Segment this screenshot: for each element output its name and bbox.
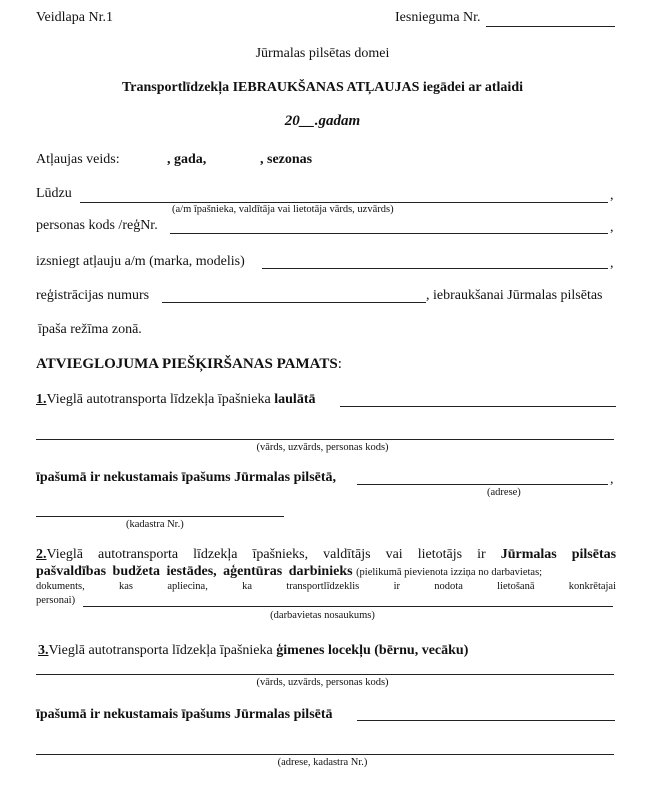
- section1-address-hint: (adrese): [487, 487, 521, 498]
- word: ka: [242, 581, 253, 592]
- section3-property-label: īpašumā ir nekustamais īpašums Jūrmalas pilsētā: [36, 707, 333, 722]
- word: ir: [393, 581, 400, 592]
- form-title: Transportlīdzekļa IEBRAUKŠANAS ATĻAUJAS iegādei ar atlaidi: [122, 80, 523, 95]
- permit-type-label: Atļaujas veids:: [36, 152, 120, 167]
- section1-cadastre-hint: (kadastra Nr.): [126, 519, 184, 530]
- section3-line: [38, 643, 468, 659]
- spouse-name-hint: (vārds, uzvārds, personas kods): [256, 442, 389, 453]
- word: autotransporta: [98, 547, 179, 562]
- family-member-name-hint: (vārds, uzvārds, personas kods): [256, 677, 389, 688]
- section1-line: [36, 392, 315, 408]
- word: nodota: [434, 581, 463, 592]
- word: lietošanā: [497, 581, 535, 592]
- issue-label: izsniegt atļauju a/m (marka, modelis): [36, 254, 245, 269]
- addressee: Jūrmalas pilsētas domei: [255, 46, 390, 61]
- family-member-name-field[interactable]: [36, 674, 614, 675]
- comma: ,: [610, 256, 614, 271]
- section2-line2: [36, 564, 542, 580]
- word: apliecina,: [167, 581, 208, 592]
- section1-bold: laulātā: [274, 392, 316, 407]
- section3-number: 3.: [38, 643, 49, 658]
- applicant-name-hint: (a/m īpašnieka, valdītāja vai lietotāja vārds, uzvārds): [172, 204, 394, 215]
- year-field[interactable]: 20__.gadam: [284, 113, 361, 129]
- entry-text: , iebraukšanai Jūrmalas pilsētas: [426, 288, 603, 303]
- section2-number: 2.: [36, 547, 47, 562]
- word: valdītājs: [323, 547, 371, 562]
- spouse-field-part1[interactable]: [340, 406, 616, 407]
- section1-text: Vieglā autotransporta līdzekļa īpašnieka: [46, 392, 275, 407]
- reg-number-field[interactable]: [162, 302, 426, 303]
- ludzu-label: Lūdzu: [36, 186, 72, 201]
- applicant-name-field[interactable]: [80, 202, 608, 203]
- section2-note: (pielikumā pievienota izziņa no darbavietas;: [356, 567, 543, 578]
- section2-line3: [36, 581, 616, 592]
- word: līdzekļa: [193, 547, 238, 562]
- section3-property-field[interactable]: [357, 720, 615, 721]
- application-number-label: Iesnieguma Nr.: [395, 10, 481, 25]
- word: lietotājs: [417, 547, 463, 562]
- form-number: Veidlapa Nr.1: [36, 10, 113, 25]
- section1-number: 1.: [36, 392, 47, 407]
- word: Vieglā: [46, 547, 83, 562]
- zone-text: īpaša režīma zonā.: [38, 322, 142, 337]
- word: īpašnieks,: [252, 547, 309, 562]
- word: vai: [385, 547, 403, 562]
- section1-cadastre-field[interactable]: [36, 516, 284, 517]
- comma: ,: [610, 472, 614, 487]
- word: konkrētajai: [568, 581, 617, 592]
- section1-property-label: īpašumā ir nekustamais īpašums Jūrmalas pilsētā,: [36, 470, 337, 485]
- section3-address-hint: (adrese, kadastra Nr.): [277, 757, 368, 768]
- word: kas: [119, 581, 134, 592]
- section3-text: Vieglā autotransporta līdzekļa īpašnieka: [48, 643, 277, 658]
- section1-address-field[interactable]: [357, 484, 608, 485]
- car-make-model-field[interactable]: [262, 268, 608, 269]
- section2-bold: pašvaldības budžeta iestādes, aģentūras darbinieks: [36, 564, 353, 579]
- section3-bold: ģimenes locekļu (bērnu, vecāku): [276, 643, 469, 658]
- word: transportlīdzeklis: [286, 581, 360, 592]
- personal-code-label: personas kods /reģNr.: [36, 218, 158, 233]
- personal-code-field[interactable]: [170, 233, 608, 234]
- workplace-hint: (darbavietas nosaukums): [270, 610, 375, 621]
- section3-address-field[interactable]: [36, 754, 614, 755]
- comma: ,: [610, 220, 614, 235]
- permit-option-season[interactable]: , sezonas: [260, 152, 313, 167]
- application-number-field[interactable]: [486, 26, 615, 27]
- reg-number-label: reģistrācijas numurs: [36, 288, 150, 303]
- word: dokuments,: [36, 581, 85, 592]
- basis-heading-colon: :: [337, 356, 342, 372]
- basis-heading: [36, 356, 342, 373]
- comma: ,: [610, 188, 614, 203]
- workplace-field[interactable]: [83, 606, 613, 607]
- permit-option-year[interactable]: , gada,: [167, 152, 207, 167]
- section2-line4: personai): [36, 595, 76, 606]
- spouse-name-field[interactable]: [36, 439, 614, 440]
- word: pilsētas: [571, 547, 617, 562]
- word: ir: [477, 547, 486, 562]
- word: Jūrmalas: [500, 547, 557, 562]
- basis-heading-text: ATVIEGLOJUMA PIEŠĶIRŠANAS PAMATS: [36, 356, 338, 372]
- section2-line1: [36, 547, 616, 563]
